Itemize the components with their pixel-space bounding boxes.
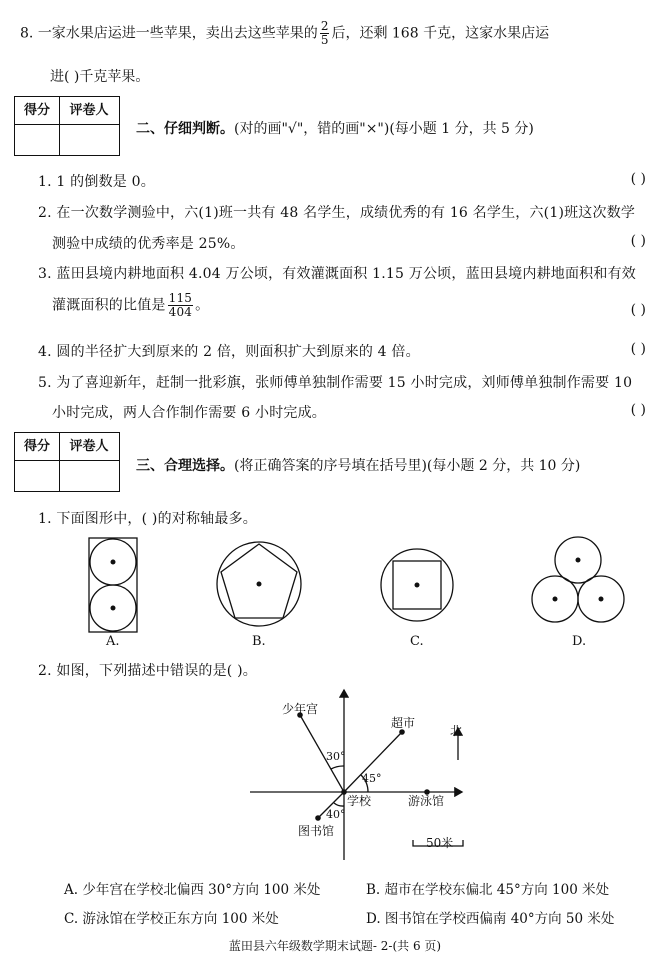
option-b[interactable]: B. 超市在学校东偏北 45°方向 100 米处 bbox=[366, 882, 610, 898]
label-tushuguan: 图书馆 bbox=[298, 824, 335, 838]
fraction-2-5: $\frac{2}{5}$ bbox=[320, 19, 329, 47]
figure-label-c[interactable]: C. bbox=[410, 634, 424, 649]
figure-label-d[interactable]: D. bbox=[572, 634, 587, 649]
option-c[interactable]: C. 游泳馆在学校正东方向 100 米处 bbox=[64, 911, 279, 927]
figure-a-rect-two-circles bbox=[89, 538, 137, 632]
answer-paren-4[interactable]: ( ) bbox=[630, 341, 646, 357]
figure-d-three-circles bbox=[532, 537, 624, 622]
judge-item-5: 5. 为了喜迎新年，赶制一批彩旗，张师傅单独制作需要 15 小时完成，刘师傅单独制作需要 10 bbox=[38, 375, 633, 391]
point-xuexiao bbox=[341, 789, 347, 795]
label-xuexiao: 学校 bbox=[347, 794, 372, 808]
answer-paren-2[interactable]: ( ) bbox=[630, 233, 646, 249]
page-footer: 蓝田县六年级数学期末试题- 2-(共 6 页) bbox=[228, 939, 442, 953]
figure-label-b[interactable]: B. bbox=[252, 634, 266, 649]
judge-item-2: 2. 在一次数学测验中，六(1)班一共有 48 名学生，成绩优秀的有 16 名学生，六(1)班这次数学 bbox=[38, 205, 636, 221]
label-angle-30: 30° bbox=[326, 750, 346, 763]
judge-item-1: 1. 1 的倒数是 0。 bbox=[38, 174, 155, 190]
choice-question-1: 1. 下面图形中，( )的对称轴最多。 bbox=[38, 511, 257, 527]
section3-title: 三、合理选择。(将正确答案的序号填在括号里)(每小题 2 分，共 10 分) bbox=[136, 458, 581, 474]
direction-diagram bbox=[0, 680, 670, 880]
label-shaoniangong: 少年宫 bbox=[282, 702, 319, 716]
answer-paren-1[interactable]: ( ) bbox=[630, 171, 646, 187]
figure-label-a[interactable]: A. bbox=[106, 634, 120, 649]
shape-figures bbox=[0, 532, 670, 662]
judge-item-3: 3. 蓝田县境内耕地面积 4.04 万公顷，有效灌溉面积 1.15 万公顷，蓝田县境内耕地面积和有效 bbox=[38, 266, 636, 282]
section2-title: 二、仔细判断。(对的画"√"，错的画"×")(每小题 1 分，共 5 分) bbox=[136, 121, 534, 137]
question-8-line1: 8. 一家水果店运进一些苹果，卖出去这些苹果的 $\frac{2}{5}$ 后，还剩 168 千克，这家水果店运 bbox=[20, 19, 550, 47]
score-box-section3: 得分 评卷人 bbox=[14, 432, 120, 492]
judge-item-2-cont: 测验中成绩的优秀率是 25%。 bbox=[52, 236, 245, 252]
question-8-line2: 进( )千克苹果。 bbox=[50, 69, 150, 85]
label-angle-40: 40° bbox=[326, 808, 346, 821]
label-bei: 北 bbox=[450, 724, 463, 738]
judge-item-3-cont: 灌溉面积的比值是 $\frac{115}{404}$ 。 bbox=[52, 291, 210, 319]
option-d[interactable]: D. 图书馆在学校西偏南 40°方向 50 米处 bbox=[366, 911, 615, 927]
answer-paren-3[interactable]: ( ) bbox=[630, 302, 646, 318]
fraction-115-404: $\frac{115}{404}$ bbox=[168, 291, 193, 319]
point-tushuguan bbox=[315, 815, 321, 821]
label-chaoshi: 超市 bbox=[391, 716, 416, 730]
label-angle-45: 45° bbox=[362, 772, 382, 785]
choice-question-2: 2. 如图，下列描述中错误的是( )。 bbox=[38, 663, 257, 679]
answer-paren-5[interactable]: ( ) bbox=[630, 402, 646, 418]
option-a[interactable]: A. 少年宫在学校北偏西 30°方向 100 米处 bbox=[64, 882, 321, 898]
label-youyongguan: 游泳馆 bbox=[408, 794, 445, 808]
label-scale: 50米 bbox=[426, 836, 454, 850]
judge-item-4: 4. 圆的半径扩大到原来的 2 倍，则面积扩大到原来的 4 倍。 bbox=[38, 344, 420, 360]
judge-item-5-cont: 小时完成，两人合作制作需要 6 小时完成。 bbox=[52, 405, 327, 421]
score-box-section2: 得分 评卷人 bbox=[14, 96, 120, 156]
